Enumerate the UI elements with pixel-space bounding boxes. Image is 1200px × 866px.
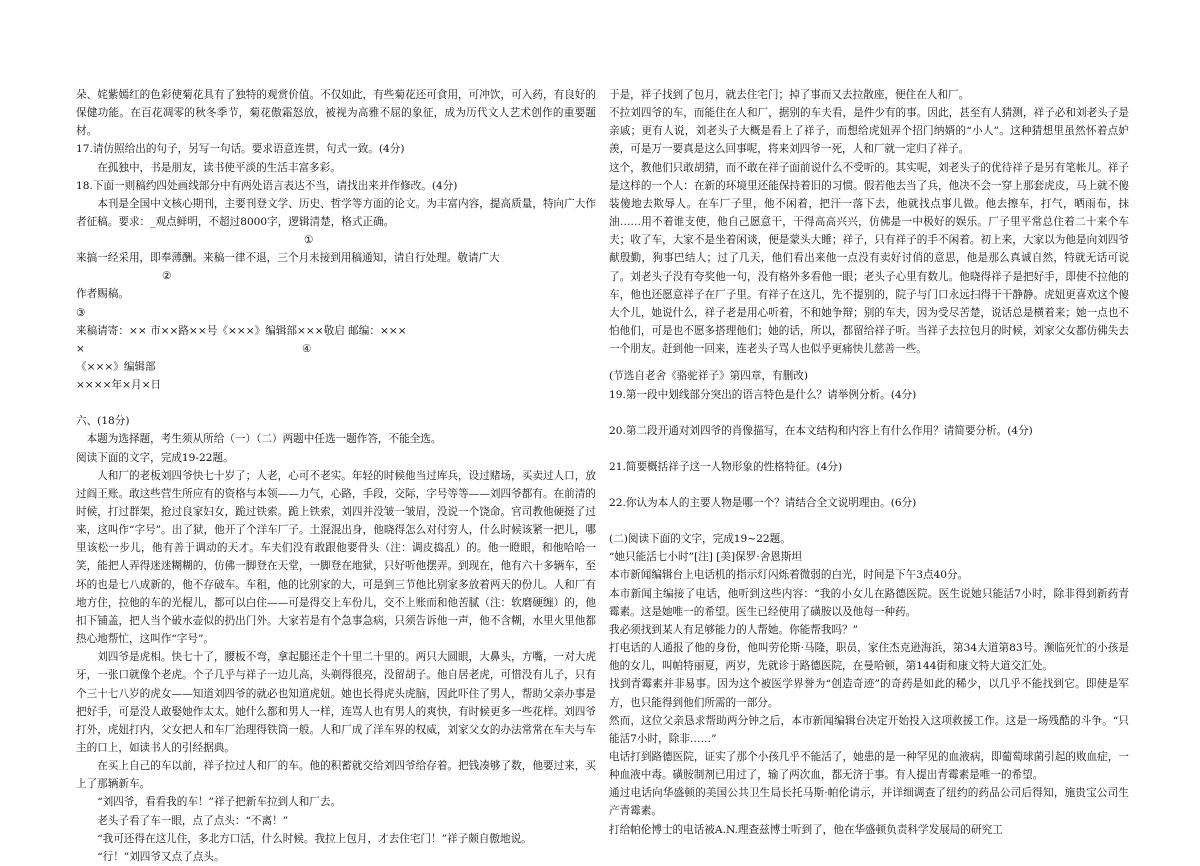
solicitation-line-3: 作者赐稿。	[76, 288, 129, 301]
reading-1-para-2: 刘四爷是虎相。快七十了，腰板不弯，拿起腿还走个十里二十里的。两只大圆眼，大鼻头，方嘴，一对大虎牙，一张口就像个老虎。个子几乎与祥子一边儿高，头剃得很亮，没留胡子。他自居老虎，可惜没有儿子，只有个三十七八岁的虎女——知道刘四爷的就必也知道虎妞。她也长得虎头虎脑，因此吓住了男人，帮助父亲办事是把好手，可是没人敢娶她作太太。她什么都和男人一样，连骂人也有男人的爽快，有时候更多一些花样。刘四爷打外，虎妞打内，父女把人和车厂治理得铁筒一般。人和厂成了洋车界的权威，刘家父女的办法常常在车夫与车主的口上，如读书人的引经据典。	[76, 651, 596, 754]
dialogue-4: “行！”刘四爷又点了点头。	[97, 850, 225, 863]
reading-2-para-9: 打给帕伦博士的电话被A.N.理查兹博士听到了，他在华盛顿负责科学发展局的研究工	[609, 823, 1003, 836]
spacer	[609, 440, 1129, 458]
address-overflow: ×	[76, 342, 85, 355]
signature-org: 《×××》编辑部	[76, 360, 156, 373]
question-17-example: 在孤独中，书是朋友，读书使平淡的生活丰富多彩。	[97, 161, 341, 174]
dialogue-1: “刘四爷，看看我的车！”祥子把新车拉到人和厂去。	[97, 796, 342, 809]
chrysanthemum-paragraph: 朵、姹紫嫣红的色彩使菊花具有了独特的观赏价值。不仅如此，有些菊花还可食用，可冲饮，可入药，有良好的保健功能。在百花凋零的秋冬季节，菊花傲霜怒放，被视为高雅不屈的象征，成为历代文人艺术创作的重要题材。	[76, 89, 596, 138]
story-para-3: 这个，教他们只敢胡猜，而不敢在祥子面前说什么不受听的。其实呢，刘老头子的优待祥子是另有笔帐儿。祥子是这样的一个人：在新的环境里还能保持着旧的习惯。假若他去当了兵，他决不会一穿上那套虎皮，马上就不傻装傻地去欺辱人。在车厂子里，他不闲着，把汗一落下去，他就找点事儿做。他去擦车，打气，晒雨布，抹油……用不着谁支使，他自己愿意干，干得高高兴兴，仿佛是一中极好的娱乐。厂子里平常总住着二十来个车夫；收了车，大家不是坐着闲谈，便是蒙头大睡；祥子，只有祥子的手不闲着。初上来，大家以为他是向刘四爷献殷勤，狗事巴结人；过了几天，他们看出来他一点没有卖好讨俏的意思，他是那么真诚自然，特就无话可说了。刘老头子没有夸奖他一句，没有格外多看他一眼；老头子心里有数儿。他晓得祥子是把好手，即使不拉他的车，他也还愿意祥子在厂子里。有祥子在这儿，先不提别的，院子与门口永远扫得干干静静。虎妞更喜欢这个傻大个儿，她说什么，祥子老是用心听着，不和她争辩；别的车夫，因为受尽苦楚，说话总是横着来；她一点也不怕他们，可是也不愿多搭理他们；她的话，所以，都留给祥子听。当祥子去拉包月的时候，刘家父女都仿佛失去一个朋友。赶到他一回来，连老头子骂人也似乎更痛快儿慈善一些。	[609, 161, 1129, 356]
marker-1: ①	[304, 234, 314, 247]
section-6-heading: 六、(18分)	[76, 415, 130, 428]
solicitation-line-2: 来搞一经采用，即奉薄酬。来稿一律不退，三个月未接到用稿通知，请自行处理。敬请广大	[76, 252, 500, 265]
story-para-1: 于是，祥子找到了包月，就去住宅门；掉了事而又去拉散座，便住在人和厂。	[609, 89, 970, 101]
question-21: 21.简要概括祥子这一人物形象的性格特征。(4分)	[609, 460, 843, 473]
solicitation-body: 本刊是全国中文核心期刊，主要刊登文学、历史、哲学等方面的论文。为丰富内容，提高质量，特向广大作者征稿。要求：_观点鲜明，不超过8000字，逻辑清楚，格式正确。	[76, 197, 596, 229]
marker-row-2	[76, 267, 596, 285]
spacer	[76, 394, 596, 412]
question-20: 20.第二段开通对刘四爷的肖像描写，在本文结构和内容上有什么作用？请简要分析。(4分)	[609, 424, 1033, 437]
reading-1-para-3: 在买上自己的车以前，祥子拉过人和厂的车。他的积蓄就交给刘四爷给存着。把钱凑够了数，他要过来，买上了那辆新车。	[76, 760, 596, 791]
reading-2-para-7: 电话打到路德医院，证实了那个小孩几乎不能活了，她患的是一种罕见的血液病，即葡萄球菌引起的败血症，一种血液中毒。磺胺制剂已用过了，输了两次血，都无济于事。有人提出青霉素是唯一的希望。	[609, 751, 1129, 782]
reading-2-para-1: 本市新闻编辑台上电话机的指示灯闪烁着微弱的白光，时间是下午3点40分。	[609, 569, 969, 582]
question-22: 22.你认为本人的主要人物是哪一个？请结合全文说明理由。(6分)	[609, 496, 917, 509]
solicitation-address: 来稿请寄：×× 市××路××号《×××》编辑部×××敬启 邮编：×××	[76, 324, 407, 337]
reading-2-prompt: (二)阅读下面的文字，完成19~22题。	[609, 533, 791, 546]
marker-4: ④	[302, 342, 312, 355]
reading-1-para-1: 人和厂的老板刘四爷快七十岁了；人老，心可不老实。年轻的时候他当过库兵，设过赌场，买卖过人口，放过阎王账。敢这些营生所应有的资格与本领——力气，心路，手段，交际，字号等等——刘四爷都有。在前清的时候，打过群架，抢过良家妇女，跪过铁索。跪上铁索，刘四并没皱一皱眉，没说一个饶命。官司教他硬挺了过来，这叫作“字号”。出了狱，他开了个洋车厂子。土混混出身，他晓得怎么对付穷人，什么时候该紧一把儿，哪里该松一步儿，他有善于调动的天才。车夫们没有敢跟他要骨头（注：调皮捣乱）的。他一瞪眼，和他哈哈一笑，能把人弄得迷迷糊糊的，仿佛一脚登在天堂，一脚登在地狱，只好听他摆弄。到现在，他有六十多辆车，至坏的也是七八成新的，他不存破车。车租，他的比别家的大，可是到三节他比别家多放着两天的份儿。人和厂有地方住，拉他的车的光棍儿，都可以白住——可是得交上车份儿，交不上账而和他苦腻（注：软磨硬缠）的，他扣下铺盖，把人当个破水壶似的扔出门外。大家若是有个急事急病，只须告诉他一声，他不含糊，水里火里他都热心地帮忙，这叫作“字号”。	[76, 469, 596, 646]
story-para-2: 不拉刘四爷的车，而能住在人和厂，据别的车夫看，是件少有的事。因此，甚至有人猜测，祥子必和刘老头子是亲戚；更有人说，刘老头子大概是看上了祥子，而想给虎妞弄个招门纳婿的“小人”。这种猜想里虽然怀着点妒羡，可是万一要真是这么回事呢，将来刘四爷一死，人和厂就一定归了祥子。	[609, 107, 1129, 156]
marker-row-4	[76, 340, 596, 358]
reading-2-para-6: 然而，这位父亲恳求帮助两分钟之后，本市新闻编辑台决定开始投入这项救援工作。这是一场残酷的斗争。“只能活7小时，除非……”	[609, 714, 1129, 745]
reading-2-para-3: 我必须找到某人有足够能力的人帮她。你能帮我吗？”	[609, 623, 859, 636]
reading-2-para-2: 本市新闻主编接了电话，他听到这些内容：“我的小女儿在路德医院。医生说她只能活7小时，除非得到新药青霉素。这是她唯一的希望。医生已经使用了磺胺以及他每一种药。	[609, 587, 1129, 618]
spacer	[609, 404, 1129, 422]
spacer	[609, 512, 1129, 530]
reading-1-prompt: 阅读下面的文字，完成19-22题。	[76, 451, 234, 464]
source-note: (节选自老舍《骆驼祥子》第四章，有删改)	[609, 370, 808, 383]
reading-2-title: “她只能活七小时”[注] [美]保罗·舍恩斯坦	[609, 551, 803, 564]
question-17-title: 17.请仿照给出的句子，另写一句话。要求语意连贯，句式一致。(4分)	[76, 143, 405, 156]
reading-2-para-5: 找到青霉素并非易事。因为这个被医学界誉为“创造奇迹”的奇药是如此的稀少，以几乎不能找到它。即使是军方，也只能得到他们所需的一部分。	[609, 678, 1129, 709]
reading-2-para-8: 通过电话向华盛顿的美国公共卫生局长托马斯·帕伦请示，并详细调查了纽约的药品公司后得知，施贵宝公司生产青霉素。	[609, 787, 1129, 818]
marker-3: ③	[76, 306, 86, 319]
marker-row-1	[76, 231, 596, 249]
question-18-title: 18.下面一则稿约四处画线部分中有两处语言表达不当，请找出来并作修改。(4分)	[76, 179, 458, 192]
signature-date: ××××年×月×日	[76, 379, 162, 392]
reading-2-para-4: 打电话的人通报了他的身份，他叫劳伦斯·马隆，职员，家住杰克逊海浜，第34大道第83号。濒临死忙的小孩是他的女儿，叫帕特丽夏，两岁，先就诊于路德医院，在曼哈顿，第144街和康文特大道交汇处。	[609, 642, 1129, 673]
question-19: 19.第一段中划线部分突出的语言特色是什么？请举例分析。(4分)	[609, 388, 917, 401]
marker-2: ②	[162, 270, 172, 283]
left-column	[76, 86, 596, 866]
section-6-instruction: 本题为选择题，考生须从所给（一）（二）两题中任选一题作答，不能全选。	[86, 433, 442, 446]
dialogue-3: “我可还得在这儿住，多北方口活，什么时候。我拉上包月，才去住宅门！”祥子颇自傲地说。	[97, 832, 532, 845]
spacer	[609, 476, 1129, 494]
spacer	[609, 358, 1129, 367]
right-column	[609, 86, 1129, 839]
dialogue-2: 老头子看了车一眼，点了点头：“不离！”	[97, 814, 289, 827]
